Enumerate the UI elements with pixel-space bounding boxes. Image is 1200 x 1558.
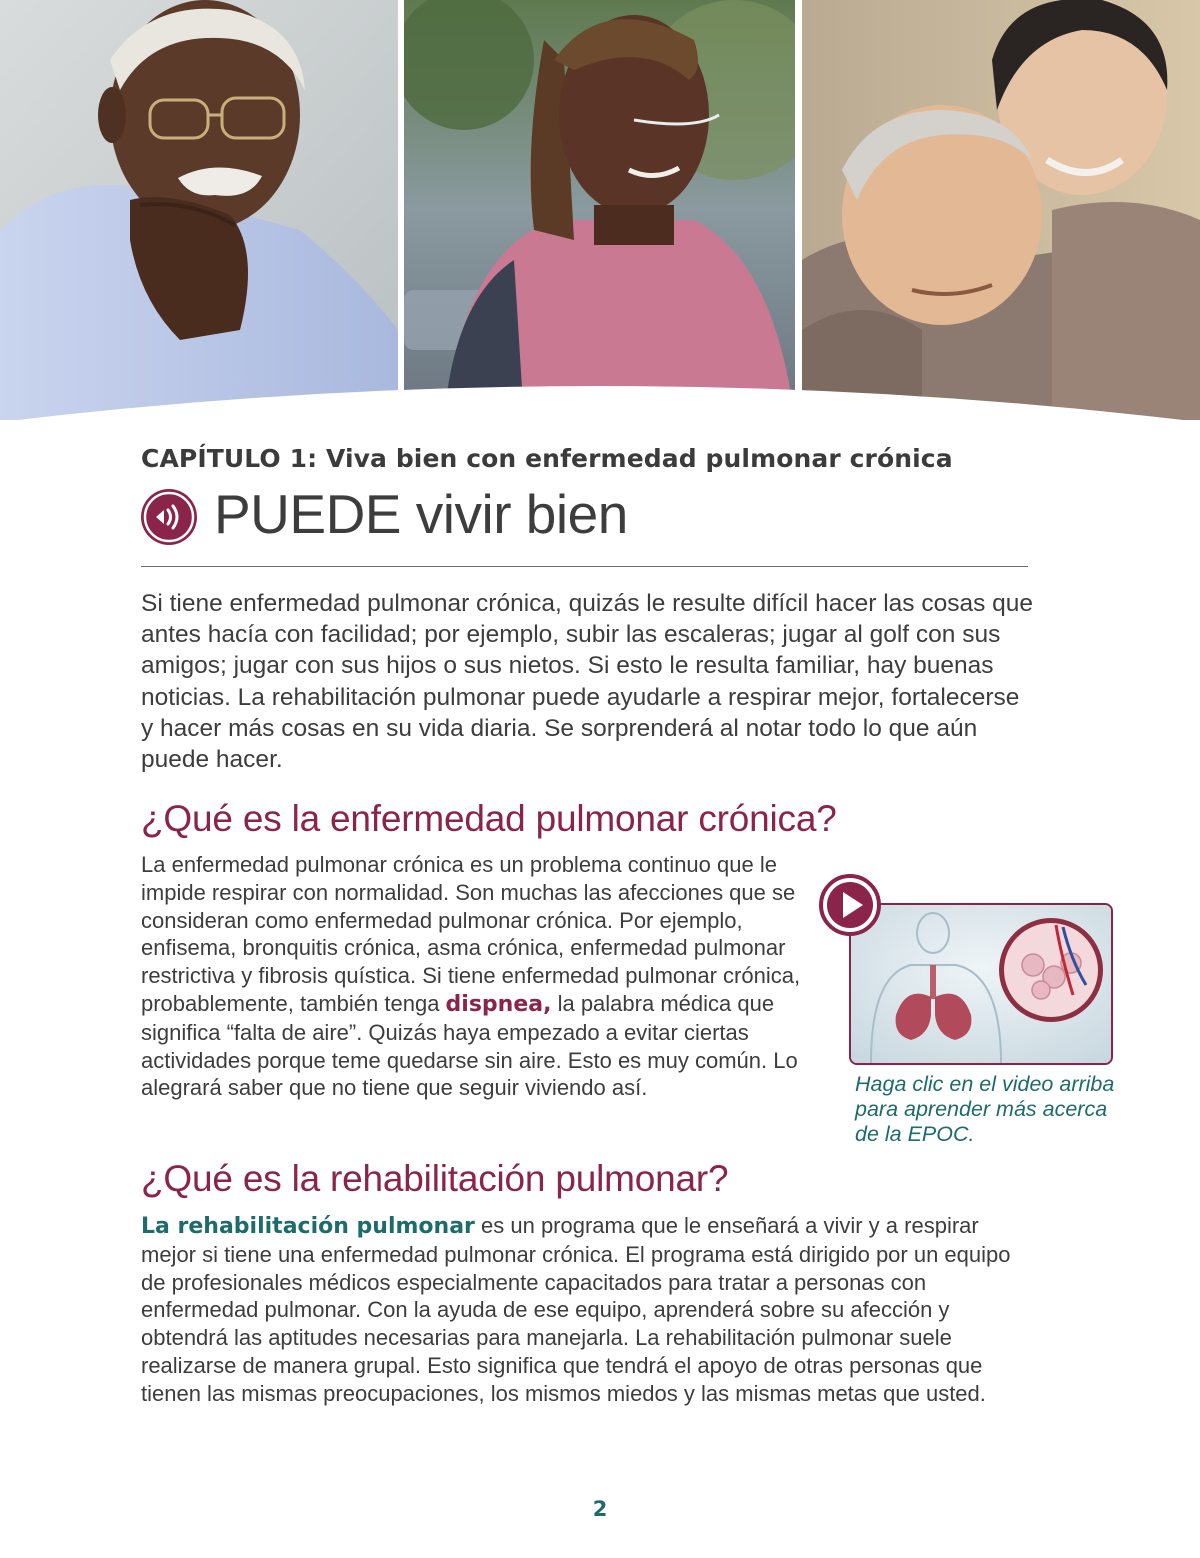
lungs-alveoli-illustration bbox=[851, 905, 1111, 1063]
audio-speaker-icon bbox=[141, 489, 197, 545]
pulmonary-rehab-keyword: La rehabilitación pulmonar bbox=[141, 1214, 475, 1239]
section2-text-after: es un programa que le enseñará a vivir y a respirar mejor si tiene una enfermedad pulmonar crónica. El programa está dirigido por un equipo de profesionales médicos especialmente capacitados para tratar a personas con enfermedad pulmonar. Con la ayuda de ese equipo, aprenderá sobre su afección y obtendrá las aptitudes necesarias para manejarla. La rehabilitación pulmonar suele realizarse de manera grupal. Esto significa que tendrá el apoyo de otras personas que tienen las mismas preocupaciones, los mismos miedos y las mismas metas que usted. bbox=[141, 1213, 1011, 1406]
play-icon[interactable] bbox=[819, 874, 881, 936]
section-heading-chronic-lung-disease: ¿Qué es la enfermedad pulmonar crónica? bbox=[141, 798, 837, 839]
intro-paragraph: Si tiene enfermedad pulmonar crónica, quizás le resulte difícil hacer las cosas que antes hacía con facilidad; por ejemplo, subir las escaleras; jugar al golf con sus amigos; jugar con sus hijos o sus nietos. Si esto le resulta familiar, hay buenas noticias. La rehabilitación pulmonar puede ayudarle a respirar mejor, fortalecerse y hacer más cosas en su vida diaria. Se sorprenderá al notar todo lo que aún puede hacer. bbox=[141, 590, 1034, 774]
video-thumbnail[interactable] bbox=[849, 903, 1113, 1065]
page-title: PUEDE vivir bien bbox=[214, 483, 628, 545]
photo-woman-oxygen-cannula bbox=[404, 0, 795, 420]
section1-text-after: la palabra médica que significa “falta de aire”. Quizás haya empezado a evitar ciertas actividades porque teme quedarse sin aire. Esto es muy común. Lo alegrará saber que no tiene que seguir viviendo así. bbox=[141, 990, 798, 1101]
section1-text-before: La enfermedad pulmonar crónica es un problema continuo que le impide respirar con normalidad. Son muchas las afecciones que se consideran como enfermedad pulmonar crónica. Por ejemplo, enfisema, bronquitis crónica, asma crónica, enfermedad pulmonar restrictiva y fibrosis quística. Si tiene enfermedad pulmonar crónica, probablemente, también tenga bbox=[141, 852, 801, 1016]
section1-paragraph bbox=[141, 851, 816, 1102]
section-heading-pulmonary-rehab: ¿Qué es la rehabilitación pulmonar? bbox=[141, 1158, 729, 1199]
video-caption: Haga clic en el video arriba para aprender más acerca de la EPOC. bbox=[855, 1072, 1115, 1146]
chapter-label: CAPÍTULO 1: Viva bien con enfermedad pulmonar crónica bbox=[141, 444, 953, 473]
header-arc-divider bbox=[0, 370, 1200, 440]
header-photo-strip bbox=[0, 0, 1200, 440]
dyspnea-keyword: dispnea, bbox=[445, 991, 552, 1017]
photo-older-couple-embrace bbox=[802, 0, 1200, 420]
photo-older-man-glasses bbox=[0, 0, 398, 420]
page-number: 2 bbox=[592, 1497, 608, 1521]
title-divider bbox=[141, 566, 1028, 567]
audio-button[interactable] bbox=[141, 489, 197, 545]
section2-paragraph bbox=[141, 1212, 1021, 1408]
